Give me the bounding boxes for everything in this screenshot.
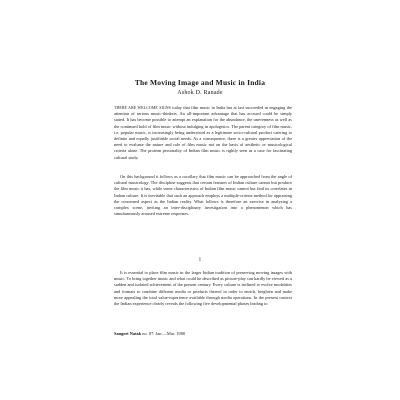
journal-issue: no. 87: Jan.—Mar. 1988 (141, 331, 185, 336)
body-block-intro (114, 105, 292, 161)
page-footer (114, 331, 185, 336)
paragraph: It is essential to place film music in the larger Indian tradition of preserving moving images with music. To bring together music and what could be described as picture-play can hardly be viewed as a sudden and isolated achievement of the present century. Every culture is inclined to evolve modalities and formats to combine different media or products thereof in order to enrich, heighten and make more appealing the total value-experience available through media operations. In the present context the Indian experience clearly reveals the following five developmental phases leading to (114, 270, 292, 307)
article-author: Ashok D. Ranade (177, 90, 223, 96)
article-title: The Moving Image and Music in India (134, 78, 266, 87)
paragraph-text: today that film music in India has at last succeeded in engaging the attention of serious music-thinkers. An all-important advantage that has accrued could be simply stated. It has become possible to attempt an explanation for the abundance, the unevenness as well as the continued hold of film music without indulging in apologetics. The parent category of film music, i.e. popular music, is increasingly being understood as a legitimate socio-cultural product catering to definite and equally justifiable social needs. As a consequence, there is a greater appreciation of the need to evaluate the nature and role of film music not on the basis of aesthetic or musicological criteria alone. The protean personality of Indian film music is rightly seen as a case for fascinating cultural study. (114, 105, 292, 160)
body-block-section-one (114, 270, 292, 307)
journal-name: Sangeet Natak (114, 331, 142, 336)
body-block-second (114, 174, 292, 217)
paragraph: On this background it follows as a corollary that film music can be approached from the angle of cultural musicology. The discipline suggests that certain features of Indian culture cannot but produce the film music it has, while some characteristics of Indian film music cannot but find its correlates in Indian culture. It is inevitable that such an approach employs a multiple-criteria method for appraising the concerned aspect as the Indian reality. What follows is therefore an exercise in analyzing a complex scene, inviting an inter-disciplinary investigation into a phenomenon which has simultaneously aroused extreme responses. (114, 174, 292, 217)
paragraph (114, 105, 292, 161)
lead-in-text: THERE ARE WELCOME SIGNS (114, 106, 171, 110)
section-number: I (199, 258, 201, 263)
